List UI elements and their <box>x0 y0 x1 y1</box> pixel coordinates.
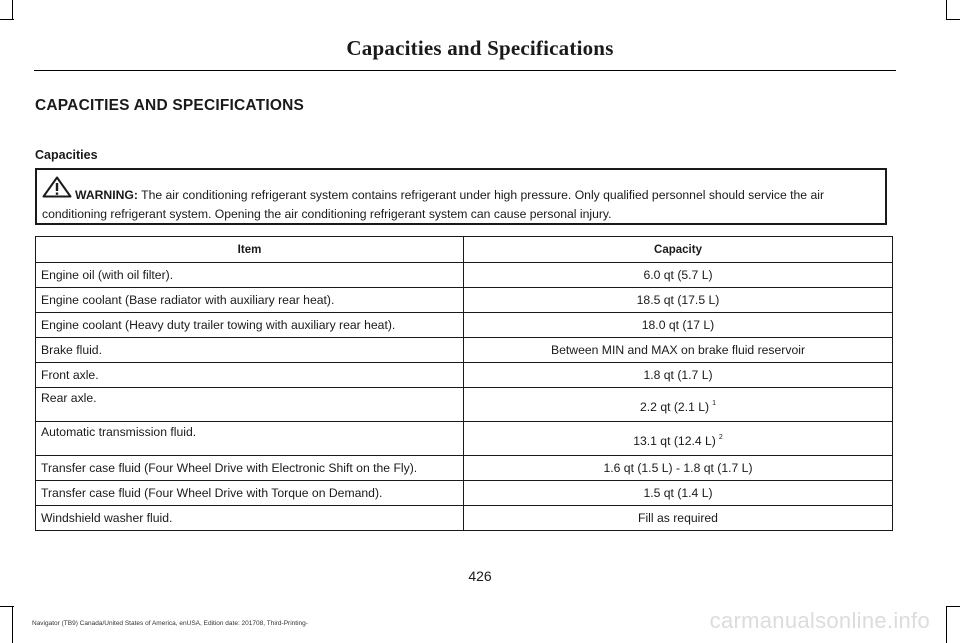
table-row <box>36 363 893 388</box>
capacity-value: 6.0 qt (5.7 L) <box>643 268 713 282</box>
warning-box <box>35 168 887 225</box>
capacity-value: 1.6 qt (1.5 L) - 1.8 qt (1.7 L) <box>603 461 753 475</box>
item-cell: Engine coolant (Base radiator with auxiliary rear heat). <box>36 288 464 313</box>
item-cell: Engine oil (with oil filter). <box>36 263 464 288</box>
crop-mark <box>12 606 13 643</box>
warning-triangle-icon <box>42 176 72 198</box>
capacity-cell <box>464 338 893 363</box>
capacity-cell <box>464 288 893 313</box>
section-heading: CAPACITIES AND SPECIFICATIONS <box>35 97 305 114</box>
capacity-cell <box>464 263 893 288</box>
capacity-value: Between MIN and MAX on brake fluid reservoir <box>550 343 806 357</box>
capacity-cell <box>464 313 893 338</box>
table-row <box>36 338 893 363</box>
table-row <box>36 263 893 288</box>
crop-mark <box>946 19 960 20</box>
item-cell: Transfer case fluid (Four Wheel Drive with Torque on Demand). <box>36 481 464 506</box>
page-number: 426 <box>468 568 492 584</box>
capacity-cell <box>464 363 893 388</box>
capacity-value: Fill as required <box>638 511 718 525</box>
crop-mark <box>0 606 14 607</box>
capacity-cell <box>464 456 893 481</box>
header-divider <box>34 70 896 71</box>
table-row <box>36 456 893 481</box>
item-cell: Automatic transmission fluid. <box>36 422 464 456</box>
warning-text <box>42 186 879 224</box>
capacity-value: 18.0 qt (17 L) <box>641 318 715 332</box>
item-cell: Front axle. <box>36 363 464 388</box>
item-cell: Engine coolant (Heavy duty trailer towing with auxiliary rear heat). <box>36 313 464 338</box>
table-row <box>36 506 893 531</box>
capacities-table <box>35 236 893 531</box>
item-cell: Rear axle. <box>36 388 464 422</box>
capacity-value: 2.2 qt (2.1 L) <box>639 400 710 414</box>
capacity-value: 13.1 qt (12.4 L) <box>633 434 716 448</box>
capacity-cell <box>464 506 893 531</box>
table-row <box>36 422 893 456</box>
crop-mark <box>0 19 14 20</box>
warning-label: WARNING: <box>75 188 138 202</box>
capacity-cell <box>464 422 893 456</box>
page-header-title: Capacities and Specifications <box>346 36 614 60</box>
capacity-value: 18.5 qt (17.5 L) <box>636 293 720 307</box>
footnote-marker: 1 <box>712 400 716 407</box>
edition-footer: Navigator (TB9) Canada/United States of America, enUSA, Edition date: 201708, Third-Printing- <box>32 620 308 627</box>
column-header-item: Item <box>36 237 464 263</box>
crop-mark <box>12 0 13 20</box>
warning-message: The air conditioning refrigerant system contains refrigerant under high pressure. Only qualified personnel should service the air conditioning refrigerant system. Opening the air conditioning refrigerant system can cause personal injury. <box>42 188 824 221</box>
item-cell: Windshield washer fluid. <box>36 506 464 531</box>
crop-mark <box>946 606 960 607</box>
item-cell: Brake fluid. <box>36 338 464 363</box>
watermark: carmanualsonline.info <box>709 608 930 633</box>
crop-mark <box>946 0 947 20</box>
table-row <box>36 313 893 338</box>
crop-mark <box>946 606 947 643</box>
table-row <box>36 481 893 506</box>
column-header-capacity: Capacity <box>464 237 893 263</box>
footnote-marker: 2 <box>718 434 723 441</box>
item-cell: Transfer case fluid (Four Wheel Drive with Electronic Shift on the Fly). <box>36 456 464 481</box>
capacity-value: 1.5 qt (1.4 L) <box>643 486 713 500</box>
capacity-cell <box>464 388 893 422</box>
table-row <box>36 388 893 422</box>
capacity-value: 1.8 qt (1.7 L) <box>643 368 713 382</box>
subsection-heading: Capacities <box>35 148 98 162</box>
capacity-cell <box>464 481 893 506</box>
table-row <box>36 288 893 313</box>
